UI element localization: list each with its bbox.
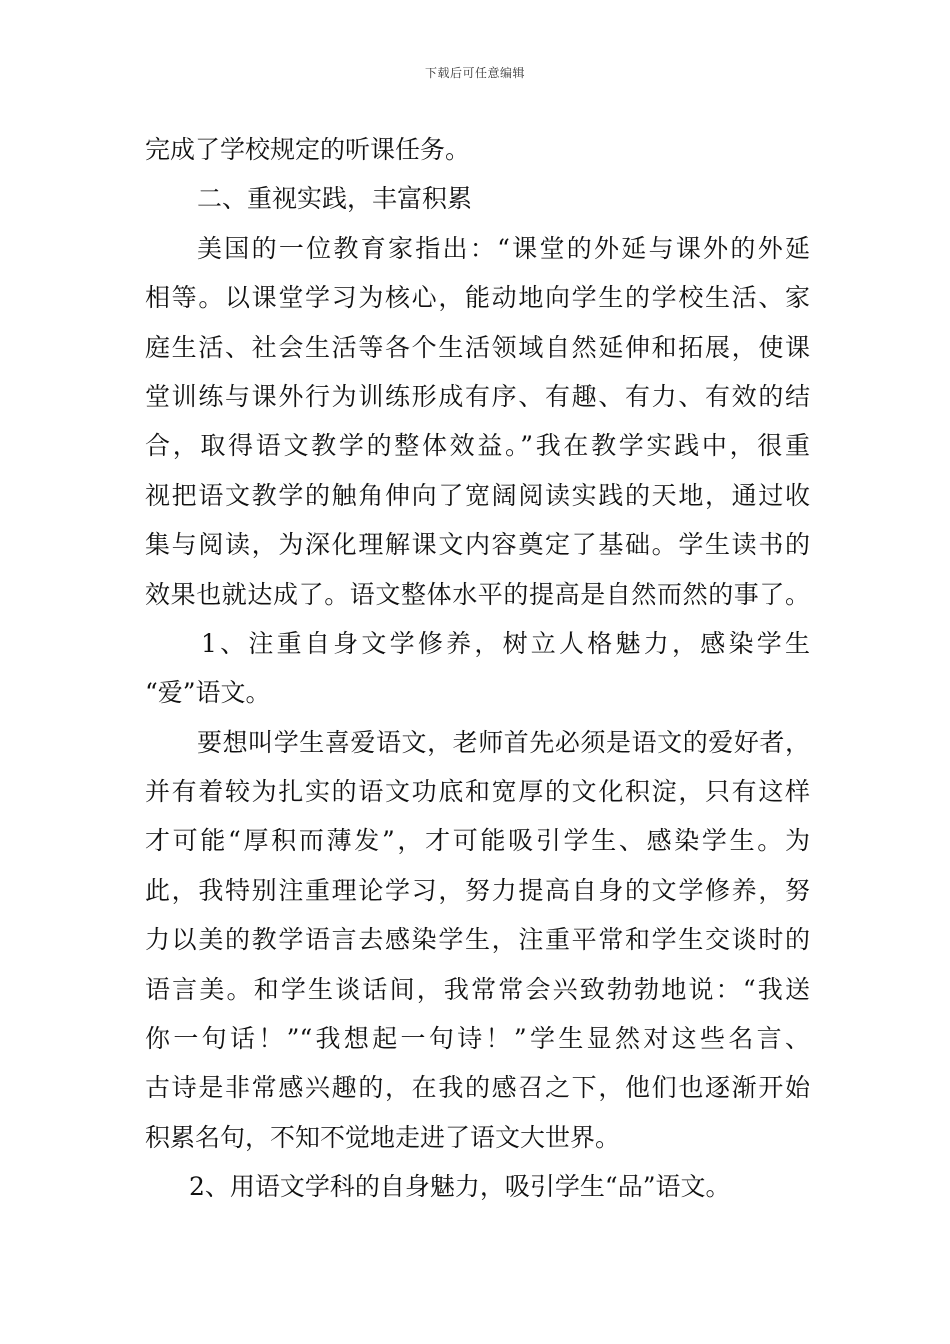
text-line: 语言美。和学生谈话间，我常常会兴致勃勃地说：“我送: [145, 974, 810, 1004]
text-line: 此，我特别注重理论学习，努力提高自身的文学修养，努: [145, 875, 810, 905]
text-line: 庭生活、社会生活等各个生活领域自然延伸和拓展，使课: [145, 332, 810, 362]
section-heading: 二、重视实践，丰富积累: [197, 184, 473, 214]
text-line: 力以美的教学语言去感染学生，注重平常和学生交谈时的: [145, 925, 810, 955]
subheading-line: 2、用语文学科的自身魅力，吸引学生“品”语文。: [189, 1172, 731, 1202]
text-line: 要想叫学生喜爱语文，老师首先必须是语文的爱好者，: [197, 727, 810, 757]
subheading-line: 1、注重自身文学修养，树立人格魅力，感染学生: [201, 628, 810, 658]
text-line: 集与阅读，为深化理解课文内容奠定了基础。学生读书的: [145, 530, 810, 560]
text-line: 你一句话！”“我想起一句诗！”学生显然对这些名言、: [145, 1024, 810, 1054]
text-line: 完成了学校规定的听课任务。: [145, 135, 471, 164]
text-line: 效果也就达成了。语文整体水平的提高是自然而然的事了。: [145, 579, 810, 609]
text-line: 相等。以课堂学习为核心，能动地向学生的学校生活、家: [145, 283, 810, 313]
text-line: 并有着较为扎实的语文功底和宽厚的文化积淀，只有这样: [145, 777, 810, 807]
text-line: 堂训练与课外行为训练形成有序、有趣、有力、有效的结: [145, 381, 810, 411]
text-line: 视把语文教学的触角伸向了宽阔阅读实践的天地，通过收: [145, 480, 810, 510]
text-line: 积累名句，不知不觉地走进了语文大世界。: [145, 1122, 621, 1152]
text-line: 美国的一位教育家指出：“课堂的外延与课外的外延: [197, 233, 810, 263]
text-line: 才可能“厚积而薄发”，才可能吸引学生、感染学生。为: [145, 826, 810, 856]
page-header-note: 下载后可任意编辑: [424, 66, 525, 80]
text-line: 古诗是非常感兴趣的，在我的感召之下，他们也逐渐开始: [145, 1073, 810, 1103]
subheading-line: “爱”语文。: [145, 678, 271, 708]
document-body: [145, 125, 810, 1212]
text-line: 合，取得语文教学的整体效益。”我在教学实践中，很重: [145, 431, 810, 461]
